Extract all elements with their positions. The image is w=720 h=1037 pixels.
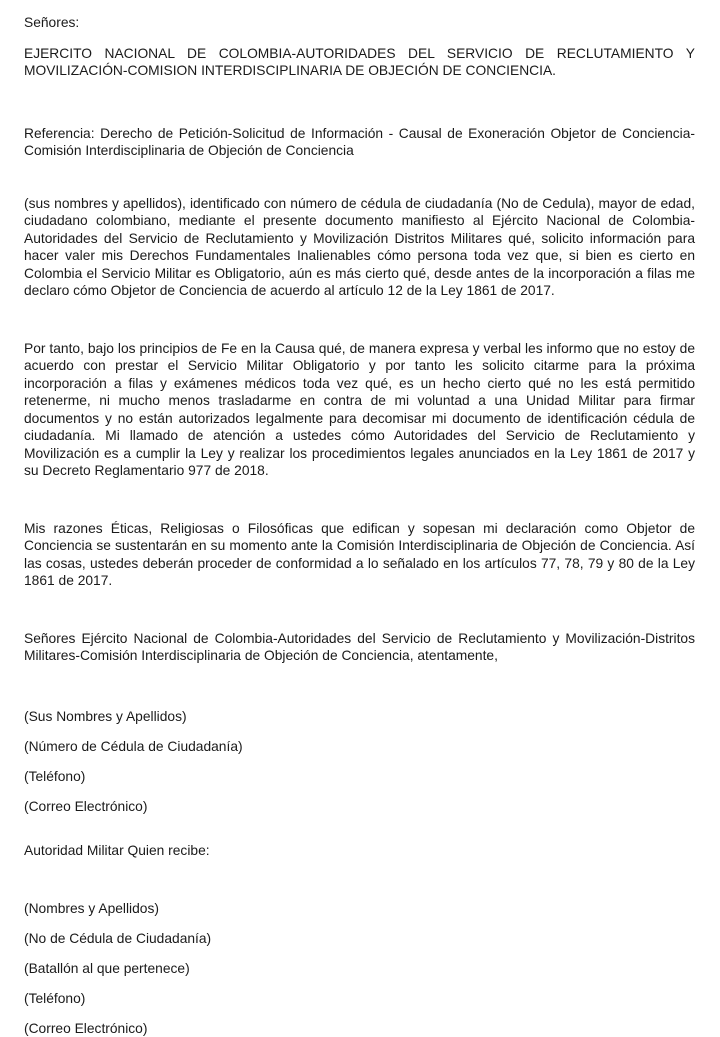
receiver-signature-block xyxy=(24,900,695,1037)
receiver-field-email: (Correo Electrónico) xyxy=(24,1020,695,1037)
receiver-field-phone: (Teléfono) xyxy=(24,990,695,1008)
receiver-field-id-number: (No de Cédula de Ciudadanía) xyxy=(24,930,695,948)
sender-signature-block xyxy=(24,708,695,816)
salutation: Señores: xyxy=(24,14,695,32)
sender-field-email: (Correo Electrónico) xyxy=(24,798,695,816)
closing-paragraph: Señores Ejército Nacional de Colombia-Autoridades del Servicio de Reclutamiento y Movilización-Distritos Militares-Comisión Interdisciplinaria de Objeción de Conciencia, atentamente, xyxy=(24,630,695,665)
receiver-heading: Autoridad Militar Quien recibe: xyxy=(24,842,695,860)
sender-field-id-number: (Número de Cédula de Ciudadanía) xyxy=(24,738,695,756)
sender-field-full-name: (Sus Nombres y Apellidos) xyxy=(24,708,695,726)
receiver-field-full-name: (Nombres y Apellidos) xyxy=(24,900,695,918)
body-paragraph-identification: (sus nombres y apellidos), identificado con número de cédula de ciudadanía (No de Cedula), mayor de edad, ciudadano colombiano, mediante el presente documento manifiesto al Ejército Nacional de Colombia-Autoridades del Servicio de Reclutamiento y Movilización Distritos Militares qué, solicito información para hacer valer mis Derechos Fundamentales Inalienables cómo persona toda vez que, si bien es cierto en Colombia el Servicio Militar es Obligatorio, aún es más cierto qué, desde antes de la incorporación a filas me declaro cómo Objetor de Conciencia de acuerdo al artículo 12 de la Ley 1861 de 2017. xyxy=(24,195,695,300)
receiver-field-battalion: (Batallón al que pertenece) xyxy=(24,960,695,978)
sender-field-phone: (Teléfono) xyxy=(24,768,695,786)
body-paragraph-reasons: Mis razones Éticas, Religiosas o Filosóficas que edifican y sopesan mi declaración como Objetor de Conciencia se sustentarán en su momento ante la Comisión Interdisciplinaria de Objeción de Conciencia. Así las cosas, ustedes deberán proceder de conformidad a lo señalado en los artículos 77, 78, 79 y 80 de la Ley 1861 de 2017. xyxy=(24,520,695,590)
addressee-block: EJERCITO NACIONAL DE COLOMBIA-AUTORIDADES DEL SERVICIO DE RECLUTAMIENTO Y MOVILIZACIÓN-COMISION INTERDISCIPLINARIA DE OBJECIÓN DE CONCIENCIA. xyxy=(24,45,695,80)
body-paragraph-petition: Por tanto, bajo los principios de Fe en la Causa qué, de manera expresa y verbal les informo que no estoy de acuerdo con prestar el Servicio Militar Obligatorio y por tanto les solicito citarme para la próxima incorporación a filas y exámenes médicos toda vez qué, es un hecho cierto qué no les está permitido retenerme, ni mucho menos trasladarme en contra de mi voluntad a una Unidad Militar para firmar documentos y no están autorizados legalmente para decomisar mi documento de identificación cédula de ciudadanía. Mi llamado de atención a ustedes cómo Autoridades del Servicio de Reclutamiento y Movilización es a cumplir la Ley y realizar los procedimientos legales anunciados en la Ley 1861 de 2017 y su Decreto Reglamentario 977 de 2018. xyxy=(24,340,695,480)
reference-line: Referencia: Derecho de Petición-Solicitud de Información - Causal de Exoneración Objetor de Conciencia-Comisión Interdisciplinaria de Objeción de Conciencia xyxy=(24,125,695,160)
